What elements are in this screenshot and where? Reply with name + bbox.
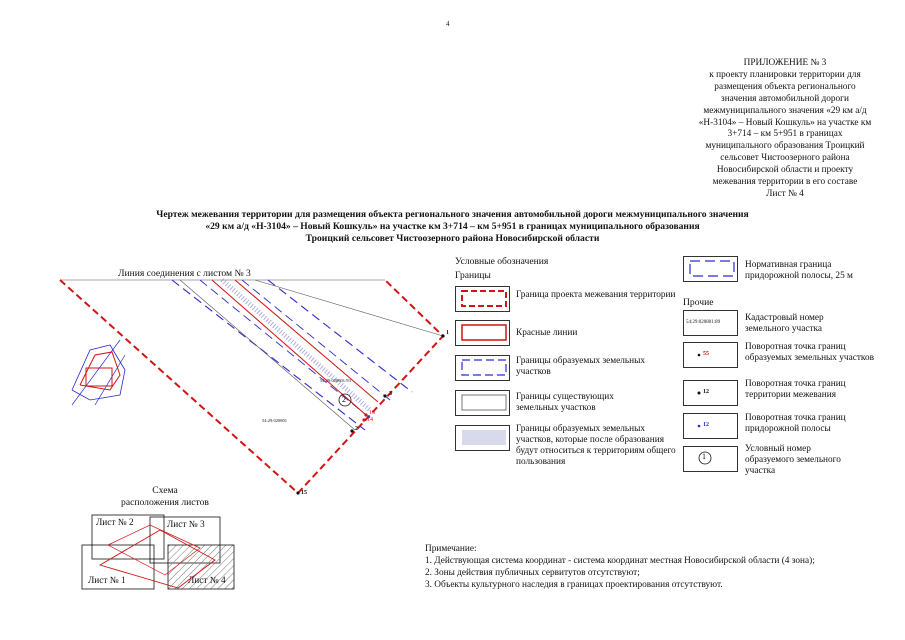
legend-swatch: [455, 286, 510, 312]
legend-item: Красные линии: [516, 328, 578, 338]
page-number: 4: [446, 20, 450, 28]
location-sketch: [72, 340, 125, 405]
notes-header: Примечание:: [425, 544, 477, 554]
point-label: 2: [355, 426, 358, 432]
legend-item: Кадастровый номер земельного участка: [745, 313, 824, 334]
road-area: [222, 280, 370, 410]
legend-item: Границы образуемых земельных участков, которые после образования будут относиться к территориям общего пользования: [516, 424, 676, 467]
turning-point: [383, 394, 386, 397]
project-boundary: [60, 280, 443, 493]
scheme-title-line: Схема: [152, 485, 178, 496]
roadside-boundary: [172, 280, 365, 430]
appendix-line: сельсовет Чистоозерного района: [720, 153, 850, 164]
point-label: 13: [369, 410, 375, 416]
point-label: 15: [301, 490, 307, 496]
legend-swatch: [455, 355, 510, 381]
appendix-line: 3+714 – км 5+951 в границах: [727, 129, 843, 140]
legend-sample: 54:29:020801:89: [686, 320, 721, 325]
legend-item: Граница проекта межевания территории: [516, 290, 676, 300]
legend-item: Поворотная точка границ территории межевания: [745, 379, 846, 400]
title-line: Троицкий сельсовет Чистоозерного района Новосибирской области: [305, 233, 600, 244]
roadside-boundary: [268, 280, 412, 392]
appendix-line: межмуниципального значения «29 км а/д: [703, 105, 867, 116]
legend-item: Поворотная точка границ образуемых земельных участков: [745, 342, 874, 363]
legend-swatch: [683, 342, 738, 368]
turning-point: [296, 491, 299, 494]
turning-point: [362, 418, 365, 421]
appendix-line: Новосибирской области и проекту: [716, 165, 854, 176]
appendix-line: межевания территории в его составе: [712, 177, 858, 188]
existing-parcel-boundary: [180, 280, 355, 430]
sheet-scheme-title: [80, 485, 250, 509]
legend-boundaries-header: Границы: [455, 270, 491, 281]
turning-point: [350, 429, 353, 432]
legend-item: Условный номер образуемого земельного участка: [745, 444, 841, 476]
note-item: 1. Действующая система координат - система координат местная Новосибирской области (4 зона);: [425, 556, 815, 566]
cadastral-label: 54:29:020801:93: [320, 378, 351, 383]
scheme-title-line: расположения листов: [121, 497, 209, 508]
point-label: 1: [446, 330, 449, 336]
point-label: 3: [389, 391, 392, 397]
legend-item: Поворотная точка границ придорожной полосы: [745, 413, 846, 434]
red-line: [235, 280, 378, 402]
legend-swatch: [683, 380, 738, 406]
legend-swatch: [455, 320, 510, 346]
parcel-number: 2: [342, 395, 346, 404]
sheet-label: Лист № 2: [96, 518, 134, 528]
legend-item: Границы существующих земельных участков: [516, 392, 614, 413]
sheet-label: Лист № 4: [766, 188, 804, 199]
note-item: 2. Зоны действия публичных сервитутов отсутствуют;: [425, 568, 640, 578]
legend-title: Условные обозначения: [455, 256, 549, 267]
appendix-line: муниципального образования Троицкий: [705, 141, 865, 152]
sheet-label: Лист № 3: [167, 520, 205, 530]
legend-item: Границы образуемых земельных участков: [516, 356, 646, 377]
title-line: Чертеж межевания территории для размещения объекта регионального значения автомобильной дороги межмуниципального значения: [156, 209, 749, 220]
legend-sample: 12: [703, 389, 709, 395]
legend-swatch: [683, 413, 738, 439]
appendix-heading: ПРИЛОЖЕНИЕ № 3: [743, 58, 827, 68]
legend-sample: 12: [703, 422, 709, 428]
note-item: 3. Объекты культурного наследия в границах проектирования отсутствуют.: [425, 580, 723, 590]
sheet-label: Лист № 4: [188, 576, 226, 586]
legend-swatch: [455, 390, 510, 416]
join-line-label: Линия соединения с листом № 3: [118, 268, 251, 279]
sheet-label: Лист № 1: [88, 576, 126, 586]
appendix-line: «Н-3104» – Новый Кошкуль» на участке км: [698, 117, 872, 128]
legend-item: Нормативная граница придорожной полосы, 25 м: [745, 260, 853, 281]
appendix-line: значения автомобильной дороги: [721, 93, 849, 104]
point-label: 14: [367, 417, 373, 423]
legend-swatch: [455, 425, 510, 451]
legend-other-header: Прочие: [683, 297, 714, 308]
notes-block: [425, 543, 815, 591]
appendix-line: размещения объекта регионального: [714, 81, 856, 92]
legend-sample: 1: [702, 452, 706, 461]
turning-point: [441, 334, 444, 337]
cadastral-label: 54:29:020801: [262, 418, 288, 423]
legend-sample: 55: [703, 351, 709, 357]
legend-swatch: [683, 446, 738, 472]
legend-swatch: [683, 256, 738, 282]
title-line: «29 км а/д «Н-3104» – Новый Кошкуль» на участке км 3+714 – км 5+951 в границах муниципального образования: [205, 221, 700, 232]
appendix-line: к проекту планировки территории для: [709, 69, 861, 80]
